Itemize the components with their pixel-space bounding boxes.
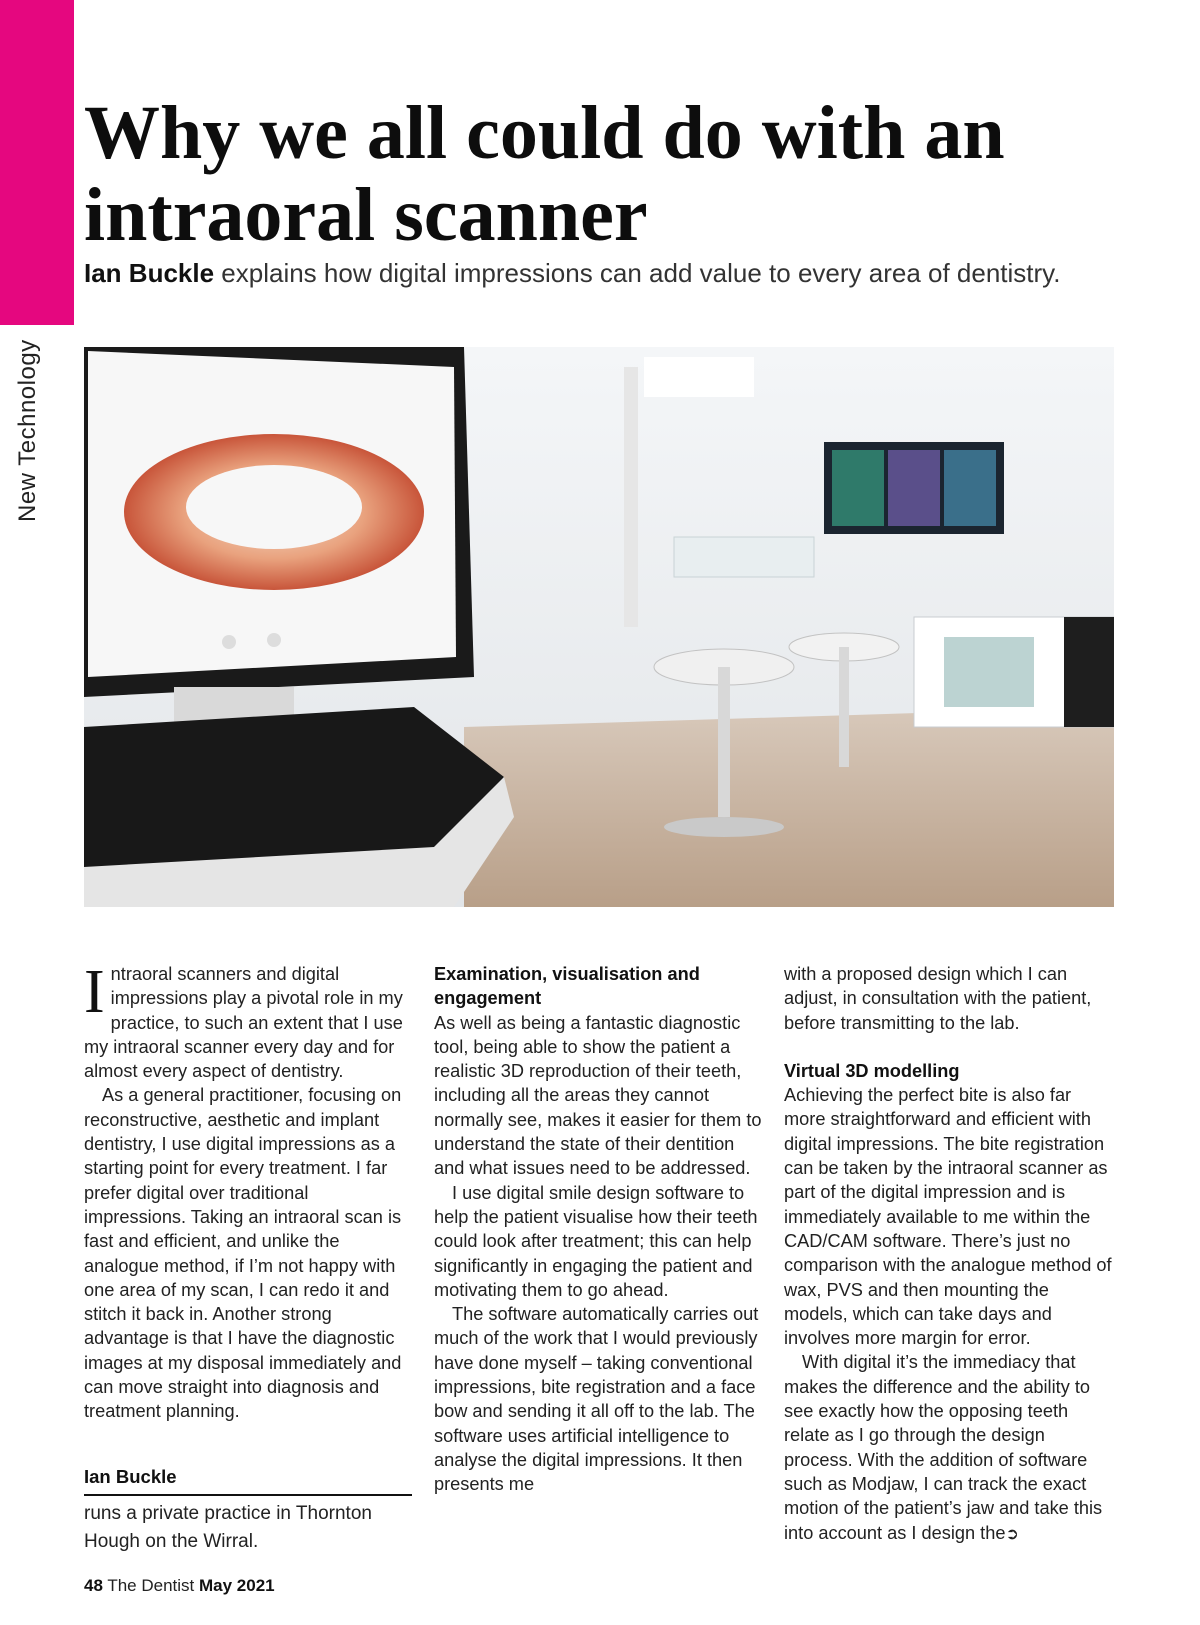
paragraph: As a general practitioner, focusing on reconstructive, aesthetic and implant dentistry, I use digital impressions as a starting point for every treatment. I far prefer digital over traditional impressions. Taking an intraoral scan is fast and efficient, and unlike the analogue method, if I’m not happy with one area of my scan, I can redo it and stitch it back in. Another strong advantage is that I have the diagnostic images at my disposal immediately and can move straight into diagnosis and treatment planning. bbox=[84, 1085, 402, 1422]
subheading: Virtual 3D modelling bbox=[784, 1060, 960, 1081]
column-2 bbox=[434, 962, 762, 1497]
section-color-bar bbox=[0, 0, 74, 325]
column-3 bbox=[784, 962, 1112, 1547]
continue-arrow-icon: ➲ bbox=[1005, 1525, 1019, 1543]
section-label: New Technology bbox=[14, 339, 41, 522]
bio-text: runs a private practice in Thornton Hough on the Wirral. bbox=[84, 1503, 372, 1552]
standfirst-author: Ian Buckle bbox=[84, 258, 215, 288]
bio-name: Ian Buckle bbox=[84, 1466, 412, 1496]
paragraph: I use digital smile design software to help the patient visualise how their teeth could look after treatment; this can help significantly in engaging the patient and motivating them to go ahead. bbox=[434, 1182, 758, 1300]
paragraph: As well as being a fantastic diagnostic tool, being able to show the patient a realistic 3D reproduction of their teeth, including all the areas they cannot normally see, makes it easier for them to understand the state of their dentition and what issues need to be addressed. bbox=[434, 1012, 762, 1179]
standfirst-text: explains how digital impressions can add value to every area of dentistry. bbox=[214, 258, 1061, 288]
issue-date: May 2021 bbox=[199, 1576, 275, 1595]
dental-clinic-illustration bbox=[84, 347, 1114, 907]
paragraph: Intraoral scanners and digital impressions play a pivotal role in my practice, to such an extent that I use my intraoral scanner every day and for almost every aspect of dentistry. bbox=[84, 958, 403, 1082]
spacer bbox=[784, 1035, 1112, 1059]
column-1 bbox=[84, 958, 412, 1424]
paragraph: The software automatically carries out much of the work that I would previously have done myself – taking conventional impressions, bite registration and a face bow and sending it all off to the lab. The software uses artificial intelligence to analyse the digital impressions. It then presents me bbox=[434, 1304, 759, 1495]
article-photo bbox=[84, 347, 1114, 907]
standfirst bbox=[84, 258, 1184, 289]
page-number: 48 bbox=[84, 1576, 103, 1595]
page-footer bbox=[84, 1576, 275, 1596]
subheading: Examination, visualisation and engagement bbox=[434, 964, 700, 1009]
publication-name: The Dentist bbox=[102, 1576, 199, 1595]
article-headline: Why we all could do with an intraoral scanner bbox=[84, 91, 1005, 257]
paragraph: With digital it’s the immediacy that makes the difference and the ability to see exactly how the opposing teeth relate as I go through the design process. With the addition of software such as Modjaw, I can track the exact motion of the patient’s jaw and take this into account as I design the➲ bbox=[784, 1352, 1103, 1543]
paragraph: Achieving the perfect bite is also far more straightforward and efficient with digital impressions. The bite registration can be taken by the intraoral scanner as part of the digital impression and is immediately available to me within the CAD/CAM software. There’s just no comparison with the analogue method of wax, PVS and then mounting the models, which can take days and involves more margin for error. bbox=[784, 1085, 1112, 1349]
author-bio bbox=[84, 1466, 412, 1556]
paragraph: with a proposed design which I can adjust, in consultation with the patient, before transmitting to the lab. bbox=[784, 964, 1092, 1033]
drop-cap: I bbox=[84, 958, 105, 1026]
